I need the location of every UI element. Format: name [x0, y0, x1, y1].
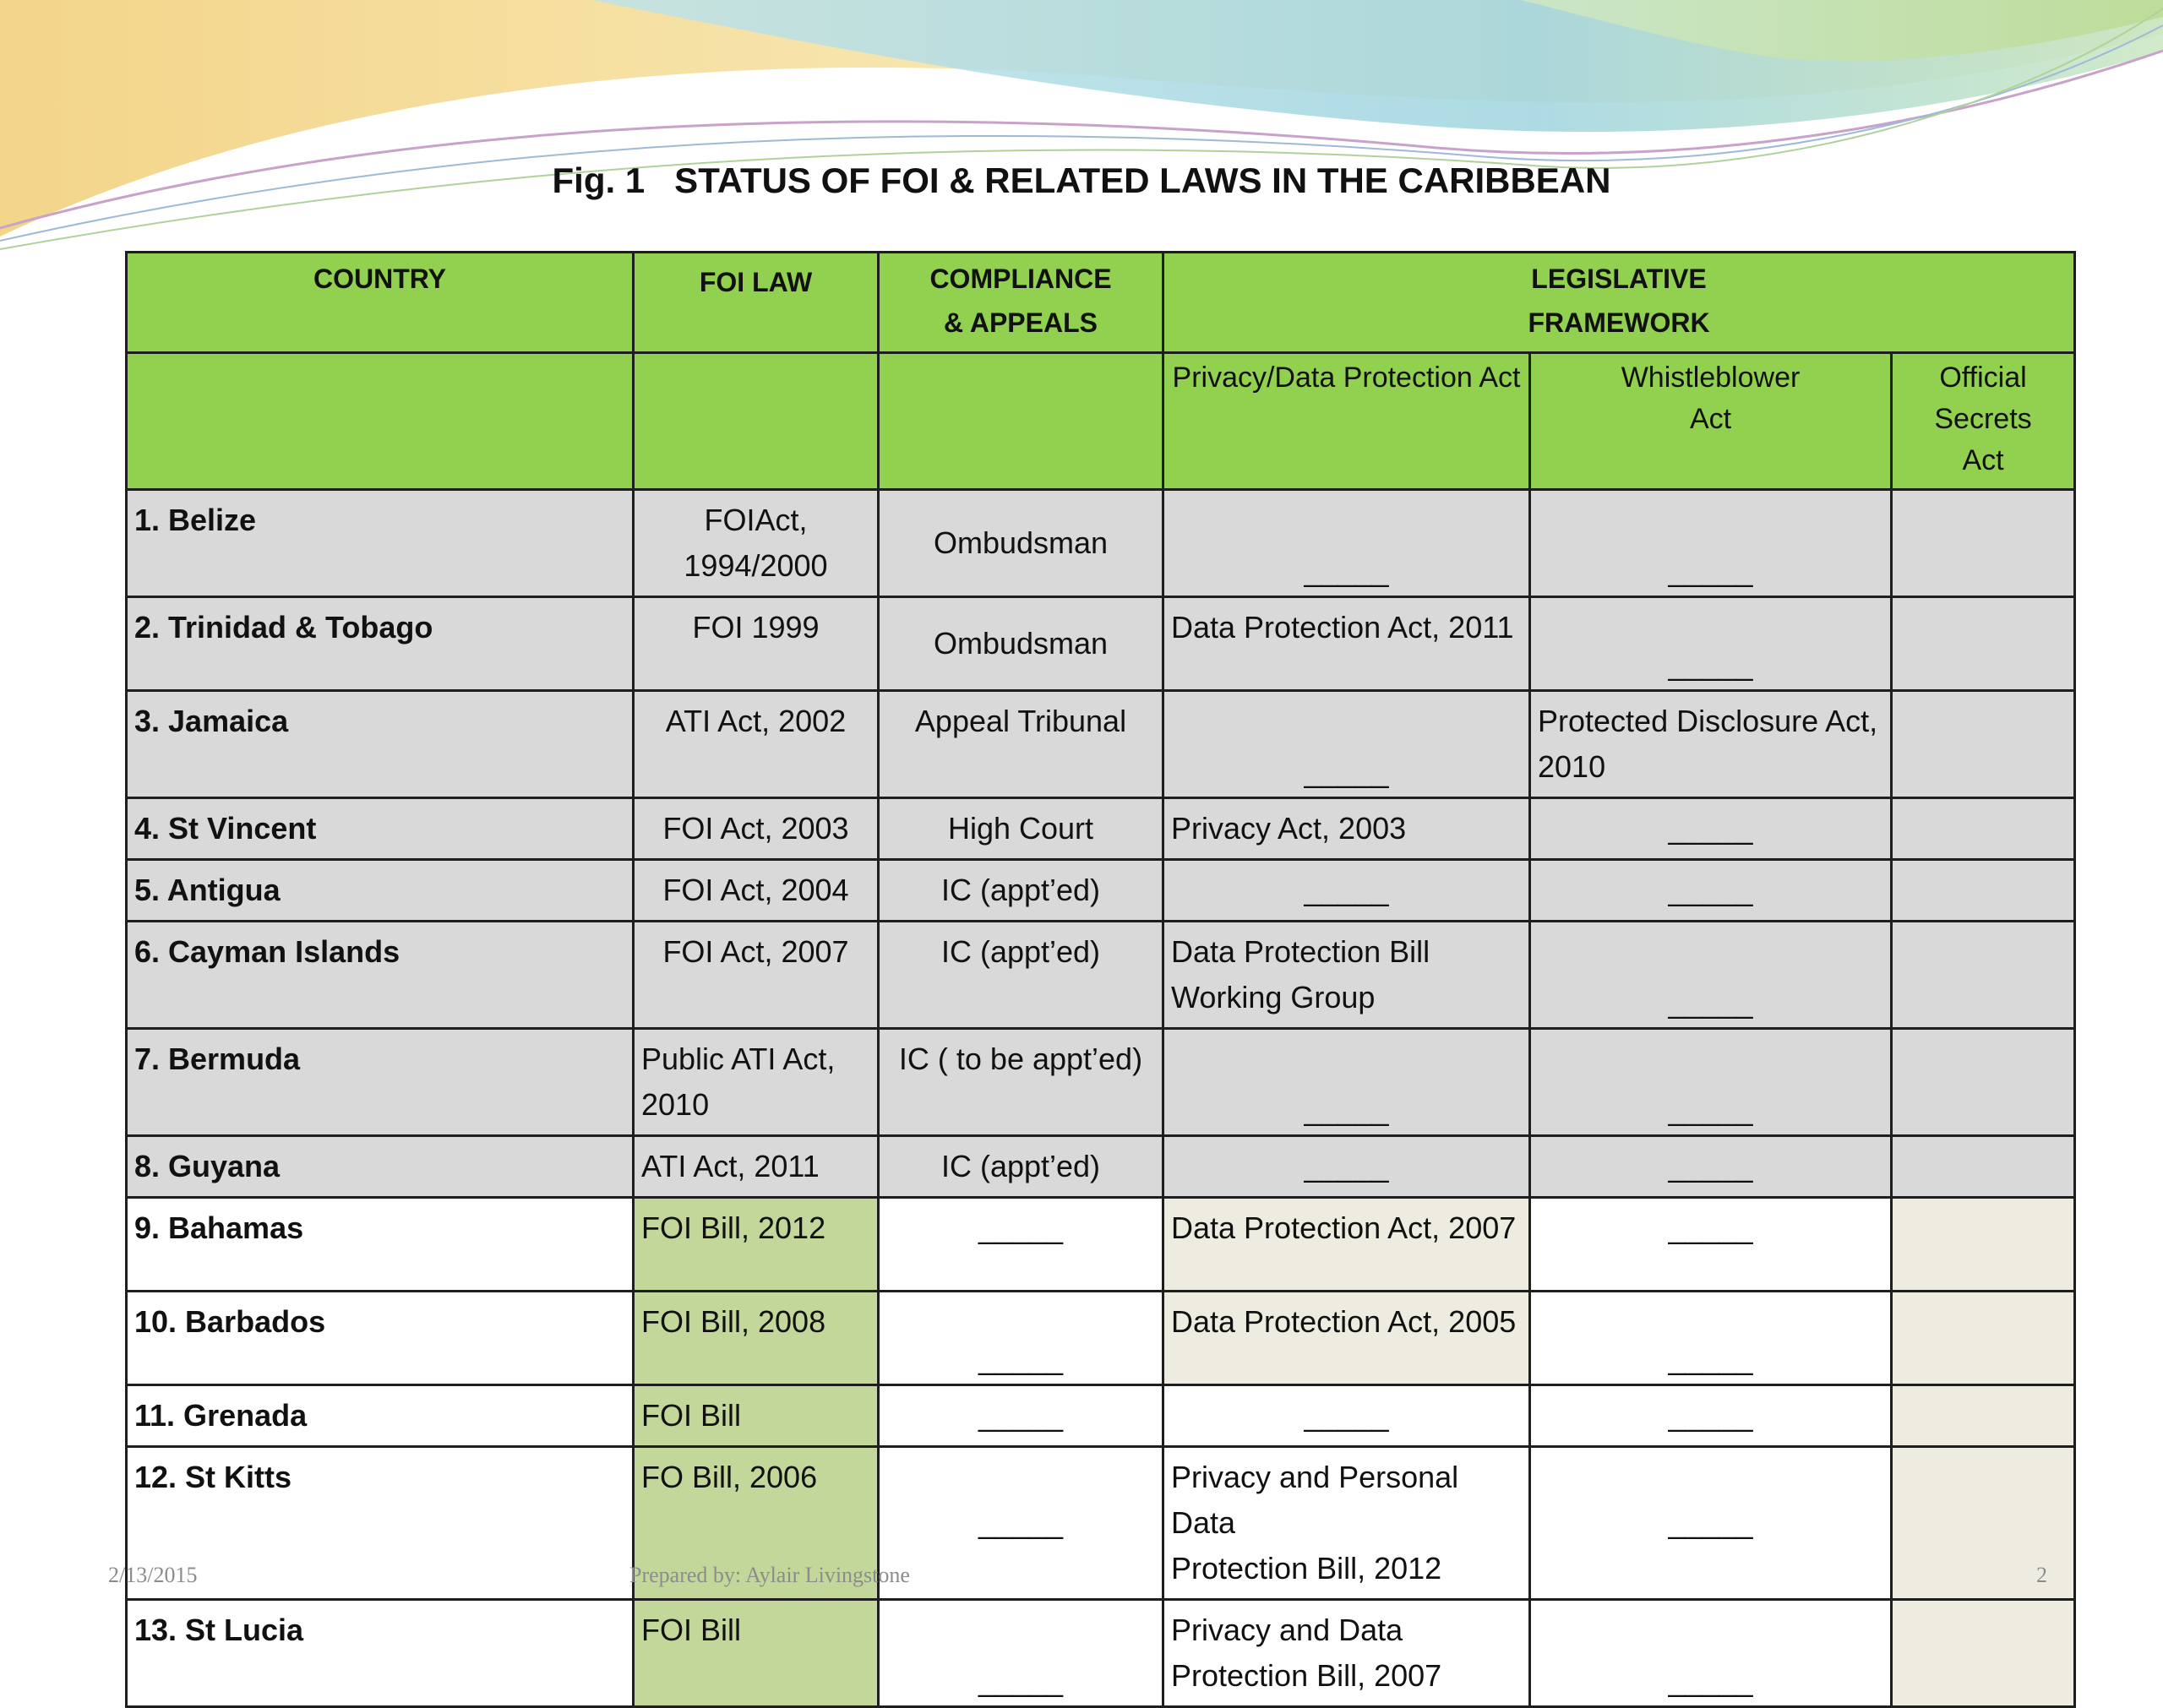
whistleblower-cell: _____ [1530, 1029, 1892, 1136]
header-compliance: COMPLIANCE & APPEALS [879, 253, 1163, 353]
foi-status-table [125, 251, 2076, 1708]
privacy-cell: Data Protection Bill Working Group [1163, 922, 1530, 1029]
secrets-cell [1892, 1292, 2075, 1385]
footer-date: 2/13/2015 [108, 1563, 198, 1587]
table-row [127, 860, 2075, 922]
subheader-empty [879, 353, 1163, 490]
secrets-cell [1892, 922, 2075, 1029]
foi-law-cell: FOI 1999 [634, 597, 879, 691]
privacy-cell: _____ [1163, 1029, 1530, 1136]
header-foi-law: FOI LAW [634, 253, 879, 353]
privacy-cell: Privacy and Personal Data Protection Bill, 2012 [1163, 1447, 1530, 1600]
table-row [127, 490, 2075, 597]
table-row [127, 597, 2075, 691]
table-row [127, 1136, 2075, 1198]
foi-law-cell: FOI Act, 2004 [634, 860, 879, 922]
foi-law-cell: FOI Bill [634, 1385, 879, 1447]
compliance-cell: IC (appt’ed) [879, 922, 1163, 1029]
secrets-cell [1892, 1136, 2075, 1198]
privacy-cell: _____ [1163, 1136, 1530, 1198]
header-row [127, 253, 2075, 353]
country-cell: 2. Trinidad & Tobago [127, 597, 634, 691]
country-cell: 9. Bahamas [127, 1198, 634, 1292]
secrets-cell [1892, 597, 2075, 691]
whistleblower-cell: _____ [1530, 1292, 1892, 1385]
whistleblower-cell: _____ [1530, 1447, 1892, 1600]
subheader-row [127, 353, 2075, 490]
privacy-cell: _____ [1163, 490, 1530, 597]
compliance-cell: IC (appt’ed) [879, 860, 1163, 922]
privacy-cell: Data Protection Act, 2011 [1163, 597, 1530, 691]
foi-law-cell: Public ATI Act, 2010 [634, 1029, 879, 1136]
country-cell: 8. Guyana [127, 1136, 634, 1198]
footer-author: Prepared by: Aylair Livingstone [629, 1563, 910, 1587]
privacy-cell: Data Protection Act, 2007 [1163, 1198, 1530, 1292]
secrets-cell [1892, 1385, 2075, 1447]
secrets-cell [1892, 490, 2075, 597]
whistleblower-cell: _____ [1530, 922, 1892, 1029]
foi-law-cell: FOI Bill [634, 1600, 879, 1707]
whistleblower-cell: _____ [1530, 1198, 1892, 1292]
header-legislative-framework: LEGISLATIVE FRAMEWORK [1163, 253, 2075, 353]
privacy-cell: Privacy and Data Protection Bill, 2007 [1163, 1600, 1530, 1707]
whistleblower-cell: _____ [1530, 1600, 1892, 1707]
secrets-cell [1892, 1198, 2075, 1292]
country-cell: 5. Antigua [127, 860, 634, 922]
table-row [127, 922, 2075, 1029]
country-cell: 6. Cayman Islands [127, 922, 634, 1029]
foi-law-cell: FOIAct, 1994/2000 [634, 490, 879, 597]
compliance-cell: Appeal Tribunal [879, 691, 1163, 798]
table-row [127, 691, 2075, 798]
compliance-cell: _____ [879, 1292, 1163, 1385]
whistleblower-cell: _____ [1530, 798, 1892, 860]
subheader-whistleblower: Whistleblower Act [1530, 353, 1892, 490]
country-cell: 10. Barbados [127, 1292, 634, 1385]
whistleblower-cell: _____ [1530, 1136, 1892, 1198]
privacy-cell: _____ [1163, 860, 1530, 922]
foi-law-cell: FO Bill, 2006 [634, 1447, 879, 1600]
secrets-cell [1892, 1600, 2075, 1707]
secrets-cell [1892, 860, 2075, 922]
table-row [127, 798, 2075, 860]
country-cell: 4. St Vincent [127, 798, 634, 860]
country-cell: 11. Grenada [127, 1385, 634, 1447]
compliance-cell: IC (appt’ed) [879, 1136, 1163, 1198]
foi-law-cell: FOI Bill, 2012 [634, 1198, 879, 1292]
footer-page-number: 2 [2036, 1563, 2047, 1587]
compliance-cell: Ombudsman [879, 597, 1163, 691]
subheader-official-secrets: Official Secrets Act [1892, 353, 2075, 490]
privacy-cell: _____ [1163, 691, 1530, 798]
compliance-cell: _____ [879, 1385, 1163, 1447]
table-row [127, 1447, 2075, 1600]
whistleblower-cell: _____ [1530, 490, 1892, 597]
compliance-cell: _____ [879, 1600, 1163, 1707]
subheader-privacy: Privacy/Data Protection Act [1163, 353, 1530, 490]
privacy-cell: Privacy Act, 2003 [1163, 798, 1530, 860]
whistleblower-cell: Protected Disclosure Act, 2010 [1530, 691, 1892, 798]
table-row [127, 1198, 2075, 1292]
country-cell: 13. St Lucia [127, 1600, 634, 1707]
compliance-cell: _____ [879, 1447, 1163, 1600]
compliance-cell: Ombudsman [879, 490, 1163, 597]
foi-law-cell: ATI Act, 2011 [634, 1136, 879, 1198]
whistleblower-cell: _____ [1530, 597, 1892, 691]
secrets-cell [1892, 1029, 2075, 1136]
compliance-cell: High Court [879, 798, 1163, 860]
foi-law-cell: FOI Bill, 2008 [634, 1292, 879, 1385]
country-cell: 7. Bermuda [127, 1029, 634, 1136]
foi-law-cell: FOI Act, 2007 [634, 922, 879, 1029]
page-title: Fig. 1 STATUS OF FOI & RELATED LAWS IN THE CARIBBEAN [552, 160, 1611, 200]
subheader-empty [127, 353, 634, 490]
privacy-cell: Data Protection Act, 2005 [1163, 1292, 1530, 1385]
foi-law-cell: ATI Act, 2002 [634, 691, 879, 798]
country-cell: 12. St Kitts [127, 1447, 634, 1600]
foi-law-cell: FOI Act, 2003 [634, 798, 879, 860]
privacy-cell: _____ [1163, 1385, 1530, 1447]
whistleblower-cell: _____ [1530, 1385, 1892, 1447]
compliance-cell: IC ( to be appt’ed) [879, 1029, 1163, 1136]
country-cell: 3. Jamaica [127, 691, 634, 798]
table-row [127, 1385, 2075, 1447]
compliance-cell: _____ [879, 1198, 1163, 1292]
table-row [127, 1029, 2075, 1136]
decorative-wave-banner [0, 0, 2163, 253]
subheader-empty [634, 353, 879, 490]
table-row [127, 1292, 2075, 1385]
country-cell: 1. Belize [127, 490, 634, 597]
table-row [127, 1600, 2075, 1707]
secrets-cell [1892, 798, 2075, 860]
secrets-cell [1892, 691, 2075, 798]
header-country: COUNTRY [127, 253, 634, 353]
whistleblower-cell: _____ [1530, 860, 1892, 922]
